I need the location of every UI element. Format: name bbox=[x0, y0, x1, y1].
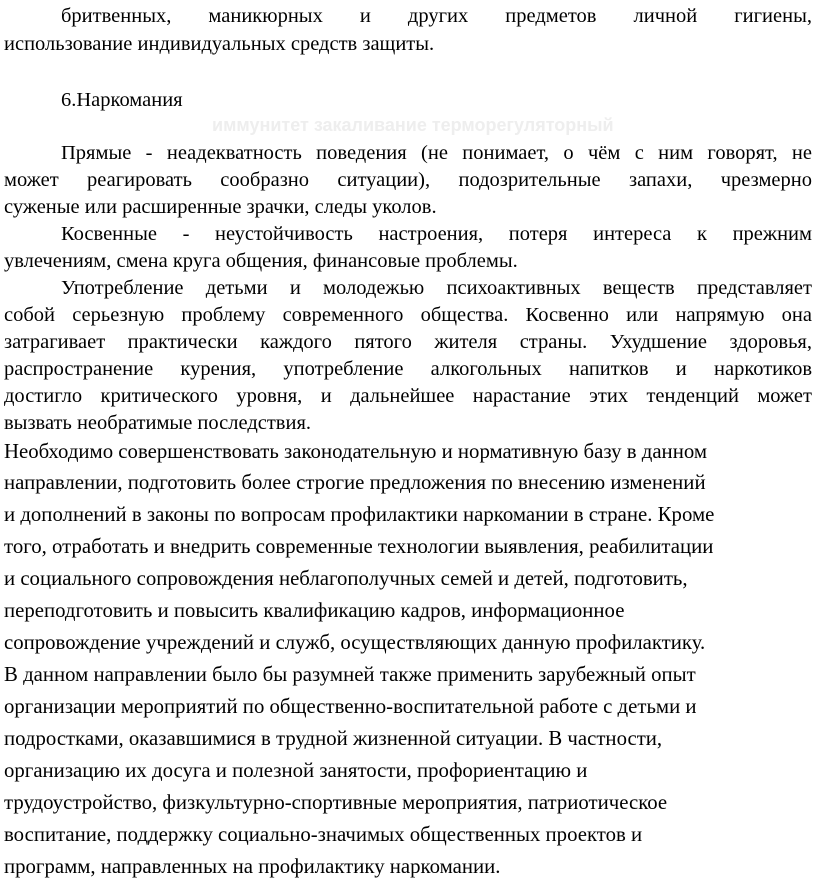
text-line: того, отработать и внедрить современные технологии выявления, реабилитации bbox=[4, 535, 714, 558]
text-line: увлечениям, смена круга общения, финансовые проблемы. bbox=[4, 250, 518, 272]
text-line: программ, направленных на профилактику наркомании. bbox=[4, 855, 501, 878]
text-line: воспитание, поддержку социально-значимых общественных проектов и bbox=[4, 823, 643, 846]
watermark-text: иммунитет закаливание терморегуляторный bbox=[212, 115, 614, 135]
text-line: переподготовить и повысить квалификацию кадров, информационное bbox=[4, 599, 625, 622]
text-line: трудоустройство, физкультурно-спортивные мероприятия, патриотическое bbox=[4, 791, 668, 814]
text-line: Необходимо совершенствовать законодательную и нормативную базу в данном bbox=[4, 440, 707, 463]
text-line: вызвать необратимые последствия. bbox=[4, 412, 312, 434]
text-line: подростками, оказавшимися в трудной жизненной ситуации. В частности, bbox=[4, 727, 663, 750]
text-line: направлении, подготовить более строгие предложения по внесению изменений bbox=[4, 471, 706, 494]
text-line: Косвенные - неустойчивость настроения, потеря интереса к прежним bbox=[61, 223, 812, 245]
text-line: может реагировать сообразно ситуации), подозрительные запахи, чрезмерно bbox=[4, 169, 812, 191]
text-line: сопровождение учреждений и служб, осуществляющих данную профилактику. bbox=[4, 631, 706, 654]
text-line: В данном направлении было бы разумней также применить зарубежный опыт bbox=[4, 663, 696, 686]
text-line: Употребление детьми и молодежью психоактивных веществ представляет bbox=[61, 277, 812, 299]
text-line: и социального сопровождения неблагополучных семей и детей, подготовить, bbox=[4, 567, 688, 590]
text-line: достигло критического уровня, и дальнейшее нарастание этих тенденций может bbox=[4, 385, 812, 407]
text-line: суженые или расширенные зрачки, следы уколов. bbox=[4, 196, 437, 218]
text-line: Прямые - неадекватность поведения (не понимает, о чём с ним говорят, не bbox=[61, 142, 812, 164]
text-line: и дополнений в законы по вопросам профилактики наркомании в стране. Кроме bbox=[4, 503, 715, 526]
section-heading: 6.Наркомания bbox=[61, 89, 183, 111]
text-line: бритвенных, маникюрных и других предметов личной гигиены, bbox=[61, 5, 812, 27]
text-line: затрагивает практически каждого пятого жителя страны. Ухудшение здоровья, bbox=[4, 331, 812, 353]
text-line: собой серьезную проблему современного общества. Косвенно или напрямую она bbox=[4, 304, 812, 326]
text-line: использование индивидуальных средств защиты. bbox=[4, 33, 435, 55]
text-line: организацию их досуга и полезной занятости, профориентацию и bbox=[4, 759, 588, 782]
text-line: распространение курения, употребление алкогольных напитков и наркотиков bbox=[4, 358, 812, 380]
text-line: организации мероприятий по общественно-воспитательной работе с детьми и bbox=[4, 695, 697, 718]
